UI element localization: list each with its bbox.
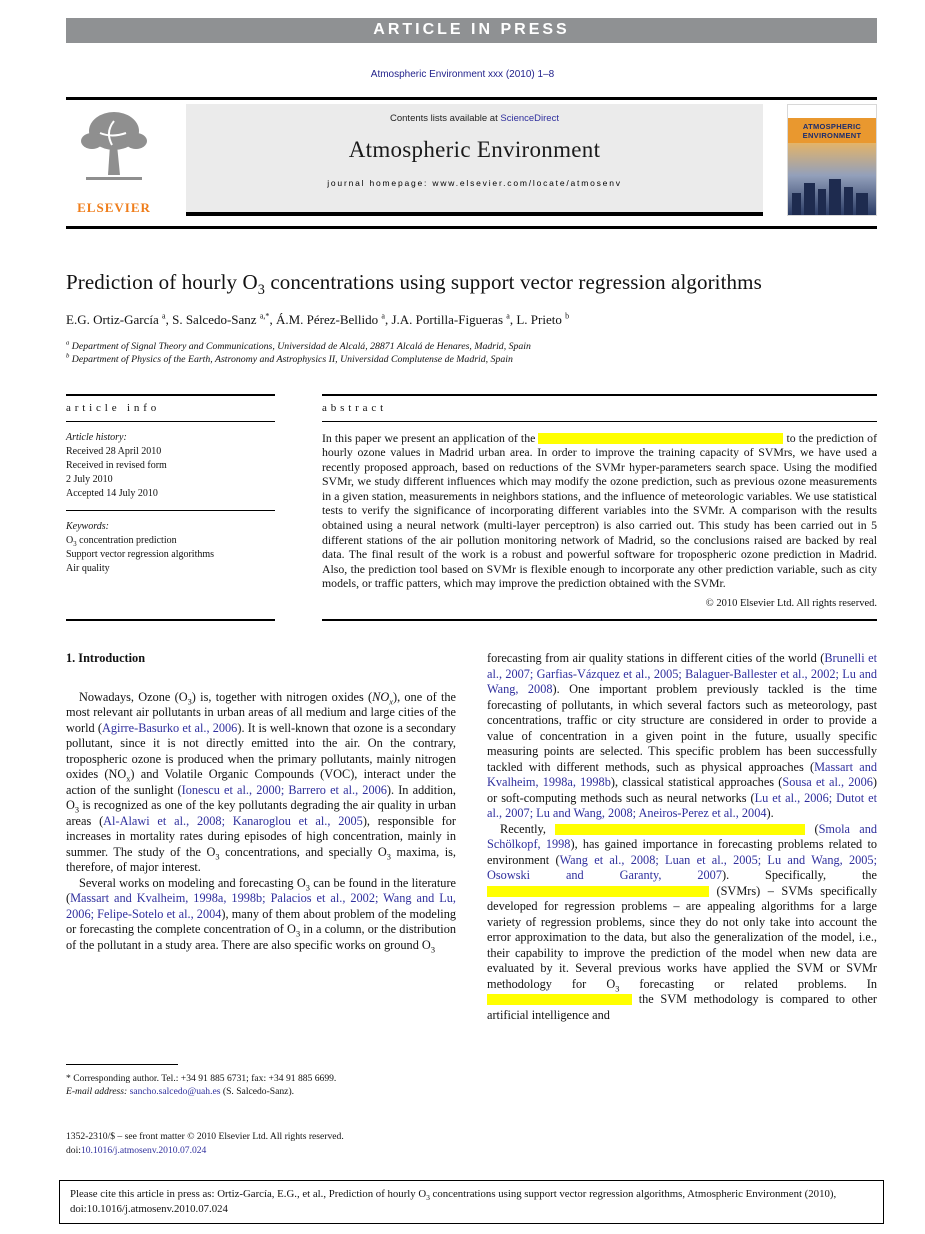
info-abstract-section [66, 394, 877, 622]
inline-link[interactable]: Agirre-Basurko et al., 2006 [102, 720, 238, 735]
redacted-highlight [487, 994, 632, 1005]
text-segment: ) or soft-computing methods such as neural networks ( [487, 775, 877, 805]
text-segment: 3 [615, 983, 620, 993]
text-segment: 3 [386, 851, 391, 861]
inline-link[interactable]: 10.1016/j.atmosenv.2010.07.024 [80, 1144, 207, 1156]
inline-link[interactable]: Lu et al., 2006; Dutot et al., 2007; Lu and Wang, 2008; Aneiros-Perez et al., 2004 [487, 790, 877, 821]
text-segment: (S. Salcedo-Sanz). [220, 1086, 295, 1097]
footnote-divider [66, 1064, 178, 1065]
text-segment: Please cite this article in press as: Ortiz-García, E.G., et al., Prediction of hourly O [70, 1188, 427, 1200]
text-segment: a [381, 311, 385, 321]
text-segment: , S. Salcedo-Sanz [165, 311, 260, 327]
elsevier-tree-icon [72, 105, 156, 189]
affiliation-b [66, 353, 877, 366]
inline-link[interactable]: Smola and Schölkopf, 1998 [487, 821, 878, 852]
inline-link[interactable]: Massart and Kvalheim, 1998a, 1998b; Palacios et al., 2002; Wang and Lu, 2006; Felipe-Sotelo et al., 2004 [66, 891, 456, 921]
redacted-highlight [538, 433, 783, 444]
journal-header [66, 104, 877, 216]
text-segment: Department of Signal Theory and Communications, Universidad de Alcalá, 28871 Alcalá de Henares, Madrid, Spain [69, 340, 531, 352]
affiliation-a [66, 340, 877, 353]
text-segment: 3 [73, 540, 77, 548]
contents-list-line [390, 113, 559, 124]
text-segment: ), has gained importance in forecasting problems related to environment ( [487, 837, 878, 867]
issn-line: 1352-2310/$ – see front matter © 2010 Elsevier Ltd. All rights reserved. [66, 1131, 344, 1142]
section-heading: 1. Introduction [66, 651, 146, 666]
text-segment: b [66, 352, 70, 360]
cover-photo [788, 143, 876, 215]
history-item: Accepted 14 July 2010 [66, 487, 158, 499]
footnote [66, 1064, 458, 1098]
text-segment: concentrations using support vector regression algorithms, Atmospheric Environment (2010), doi:10.1016/j.atmosenv.2010.07.024 [70, 1188, 837, 1215]
article-title [66, 269, 877, 298]
text-segment: Nowadays, Ozone (O [79, 689, 188, 704]
text-segment: forecasting or related problems. In [619, 976, 877, 991]
inline-link[interactable]: Ionescu et al., 2000; Barrero et al., 2006 [181, 782, 387, 797]
inline-link[interactable]: Sousa et al., 2006 [782, 775, 873, 790]
inline-link[interactable]: Massart and Kvalheim, 1998a, 1998b [487, 759, 877, 790]
text-segment: O [66, 534, 74, 546]
text-segment: in a column, or the distribution of the pollutant in a study area. There are also specific works on ground O [66, 922, 456, 952]
divider [66, 226, 877, 229]
text-segment: 3 [74, 805, 80, 815]
inline-link[interactable]: Al-Alawi et al., 2008; Kanaroglou et al., 2005 [103, 813, 363, 828]
abstract-text [322, 431, 877, 592]
inline-link[interactable]: Wang et al., 2008; Luan et al., 2005; Lu and Wang, 2005; Osowski and Garanty, 2007 [487, 852, 877, 883]
abstract-panel [322, 394, 877, 622]
text-segment: ). Specifically, the [721, 868, 877, 883]
journal-banner-box [186, 104, 763, 216]
text-segment: a [506, 311, 510, 321]
text-segment: ), many of them about problem of the modeling or forecasting the complete concentration of O [66, 906, 456, 937]
right-column [487, 651, 877, 1023]
divider [322, 619, 877, 621]
history-item: Received in revised form [66, 459, 167, 471]
text-segment: ) and Volatile Organic Compounds (VOC), interact under the action of the sunlight ( [66, 767, 456, 797]
keyword-item [66, 534, 275, 548]
text-segment: ), responsible for increases in mortality rates during episodes of high concentration, mainly in summer. The study of the O [66, 813, 456, 859]
text-segment: ). In addition, O [66, 782, 456, 813]
divider [66, 421, 275, 422]
article-body [66, 651, 877, 1023]
cover-title-line1: ATMOSPHERIC [802, 121, 862, 131]
text-segment: NO [372, 689, 390, 704]
inline-link[interactable]: Brunelli et al., 2007; Garfias-Vázquez et al., 2005; Balaguer-Ballester et al., 2002; Lu and Wang, 2008 [487, 651, 878, 697]
text-segment: maxima, is, therefore, of major interest. [66, 844, 456, 875]
cover-title-line2: ENVIRONMENT [802, 130, 862, 140]
text-segment: , J.A. Portilla-Figueras [384, 311, 507, 327]
text-segment: E.G. Ortiz-García [66, 311, 163, 327]
text-segment: can be found in the literature ( [66, 875, 456, 906]
inline-link[interactable]: sancho.salcedo@uah.es [129, 1086, 221, 1097]
email-line [66, 1085, 458, 1098]
text-segment: 3 [430, 944, 435, 954]
text-segment: ). [766, 806, 774, 821]
keyword-item: Air quality [66, 562, 110, 574]
corresponding-author-line: * Corresponding author. Tel.: +34 91 885 6731; fax: +34 91 885 6699. [66, 1073, 337, 1084]
text-segment: , Á.M. Pérez-Bellido [269, 311, 382, 327]
article-history-label: Article history: [66, 431, 127, 443]
text-segment: forecasting from air quality stations in different cities of the world ( [487, 651, 825, 666]
text-segment: concentration prediction [76, 534, 177, 546]
history-item: 2 July 2010 [66, 473, 113, 485]
abstract-heading: abstract [322, 401, 388, 414]
spacer [66, 576, 275, 620]
text-segment: ), classical statistical approaches ( [610, 775, 783, 790]
keywords-label: Keywords: [66, 520, 109, 532]
text-segment: 3 [295, 929, 301, 939]
text-segment: a [66, 339, 70, 347]
cover-title [788, 118, 876, 143]
text-segment: (SVMrs) – SVMs specifically developed for regression problems – are appealing algorithms for a large variety of regression problems, since they do not only take into account the error approximation to the data, but also the generalization of the model, i.e., their capability to improve the prediction of the model when new data are evaluated by it. Several previous works have applied the SVM or SVMr methodology for O [487, 883, 877, 991]
citation-notice-box [59, 1180, 884, 1224]
divider [66, 619, 275, 621]
text-segment: ). One important problem previously tackled is the time forecasting of pollutants, in which several factors such as meteorology, past concentrations, traffic or city structure are considered in order to provide a value of concentration in a given point in the future, usually specific measuring points are selected. This specific problem has been successfully tackled with different methods, such as physical approaches ( [487, 682, 877, 774]
text-segment: Recently, [500, 821, 556, 836]
journal-reference-line: Atmospheric Environment xxx (2010) 1–8 [370, 69, 555, 80]
inline-link[interactable]: ScienceDirect [500, 112, 559, 124]
copyright-line: © 2010 Elsevier Ltd. All rights reserved. [705, 598, 877, 610]
paragraph [487, 822, 877, 1024]
text-segment: ), one of the most relevant air pollutants in urban areas of all medium and large cities of the world ( [66, 689, 456, 735]
text-segment: doi: [66, 1144, 81, 1156]
article-info-heading: article info [66, 401, 161, 414]
text-segment: Several works on modeling and forecasting O [79, 875, 306, 890]
text-segment: , L. Prieto [509, 311, 566, 327]
cover-top-strip [788, 105, 876, 118]
text-segment: to the prediction of hourly ozone values in Madrid urban area. In order to improve the training capacity of SVMrs, we have used a recently proposed approach, based on reductions of the SVMr hyper-parameters search space. Using the modified SVMr, we study different influences which may modify the ozone prediction, such as previous ozone measurements in a given station, measurements in neighbors stations, and the influence of meteorologic variables. We use statistical tests to verify the significance of incorporating different variables into the SVMr. A comparison with the results obtained using a neural network (multi-layer perceptron) is also carried out. This study has been carried out in 5 different stations of the air pollution monitoring network of Madrid, so the conclusions raised are backed by real data. The final result of the work is a robust and powerful software for tropospheric ozone prediction in Madrid. Also, the prediction tool based on SVMr is flexible enough to incorporate any other prediction variable, such as city models, or traffic patters, which may improve the prediction obtained with the SVMr. [322, 430, 877, 591]
text-segment: a [162, 311, 166, 321]
history-item: Received 28 April 2010 [66, 445, 162, 457]
redacted-highlight [555, 824, 805, 835]
journal-homepage-link[interactable]: journal homepage: www.elsevier.com/locate/atmosenv [327, 177, 622, 188]
text-segment: 3 [426, 1193, 430, 1203]
doi-line [66, 1144, 344, 1158]
text-segment: Contents lists available at [390, 112, 501, 124]
text-segment: x [126, 774, 131, 784]
affiliations [66, 340, 877, 366]
text-segment: 3 [257, 281, 265, 298]
divider [186, 212, 763, 216]
divider [322, 421, 877, 422]
text-segment: a,* [259, 311, 270, 321]
city-skyline-icon [788, 175, 876, 215]
journal-title: Atmospheric Environment [348, 136, 601, 162]
keyword-item: Support vector regression algorithms [66, 548, 215, 560]
text-segment: ). It is well-known that ozone is a secondary pollutant, since it is not directly emitted into the air. On the contrary, tropospheric ozone is produced when the primary pollutants, mainly nitrogen oxides (NO [66, 720, 457, 782]
text-segment: concentrations using support vector regression algorithms [265, 269, 762, 294]
text-segment: E-mail address: [66, 1086, 130, 1097]
elsevier-wordmark: ELSEVIER [77, 199, 151, 215]
text-segment: is recognized as one of the key pollutants degrading the air quality in urban areas ( [66, 798, 456, 828]
divider [66, 97, 877, 100]
journal-cover-thumbnail [787, 104, 877, 216]
text-segment: concentrations, and specially O [219, 844, 387, 859]
article-in-press-banner: ARTICLE IN PRESS [66, 18, 877, 43]
paragraph [66, 876, 456, 954]
redacted-highlight [487, 886, 709, 897]
text-segment: 3 [215, 851, 220, 861]
text-segment: 3 [305, 882, 310, 892]
divider [66, 510, 275, 511]
text-segment: ) is, together with nitrogen oxides ( [191, 689, 373, 704]
paragraph [487, 651, 877, 822]
text-segment: the SVM methodology is compared to other artificial intelligence and [487, 992, 877, 1022]
author-list [66, 312, 877, 328]
article-info-panel [66, 394, 275, 622]
text-segment: 3 [187, 696, 192, 706]
text-segment: ( [805, 821, 819, 836]
paragraph [66, 690, 456, 876]
left-column [66, 651, 456, 1023]
text-segment: Department of Physics of the Earth, Astronomy and Astrophysics II, Universidad Complutense de Madrid, Spain [69, 353, 513, 365]
text-segment: In this paper we present an application of the [322, 430, 539, 445]
elsevier-logo [66, 104, 162, 216]
text-segment: Prediction of hourly O [66, 269, 258, 294]
text-segment: b [565, 311, 570, 321]
text-segment: x [389, 696, 393, 706]
imprint [66, 1130, 344, 1157]
